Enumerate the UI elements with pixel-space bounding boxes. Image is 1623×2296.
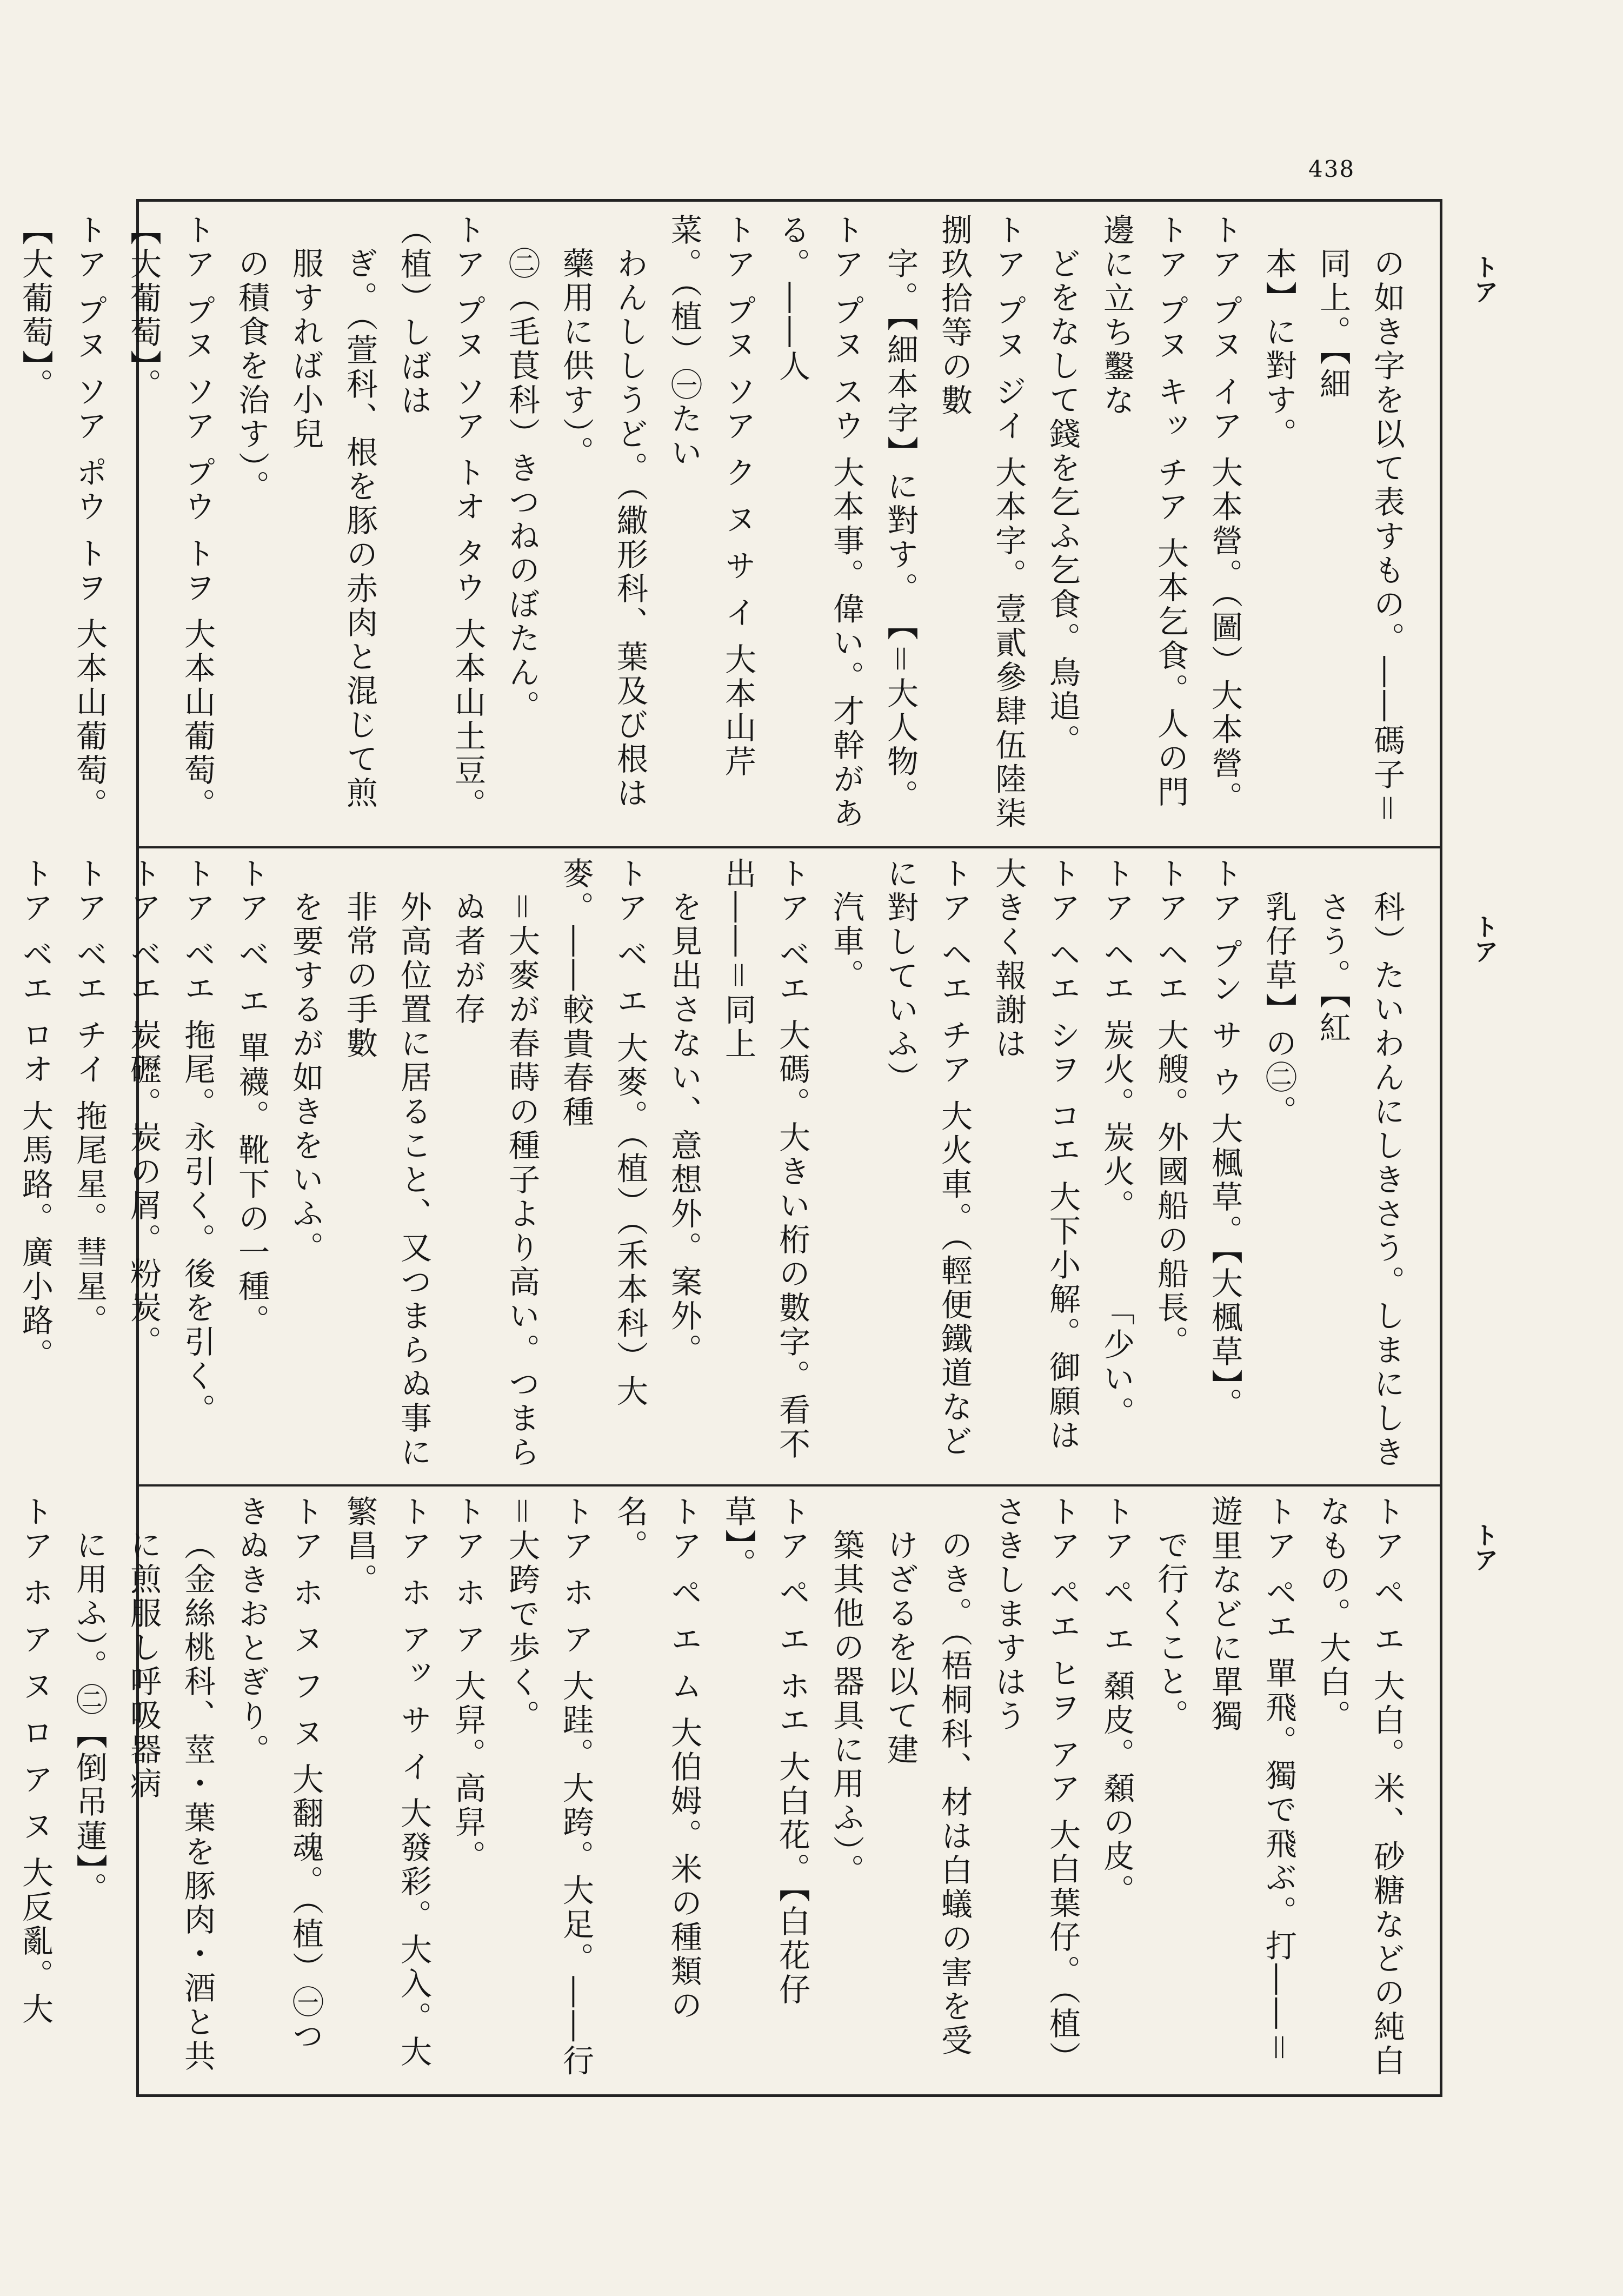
dictionary-line: トア ヘエ シヲ コエ 大下小解。御願は大きく報謝は bbox=[990, 857, 1081, 1453]
dictionary-line: トア ホ ア ヌ ロ ア ヌ 大反亂。大 bbox=[17, 1495, 54, 2027]
dictionary-line: の如き字を以て表すもの。――碼子＝同上。【細 bbox=[1314, 247, 1405, 827]
dictionary-line: に用ふ）。㊁【倒吊蓮】。 bbox=[71, 1529, 108, 1906]
dictionary-line: トア プヌ ソア トオ タウ 大本山土豆。（植）しばは bbox=[395, 214, 486, 822]
dictionary-line: トア ベ エ 大麥。（植）（禾本科）大麥。――較貴春種 bbox=[557, 857, 648, 1409]
entry-band-top bbox=[17, 214, 1414, 835]
dictionary-line: どをなして錢を乞ふ乞食。鳥追。 bbox=[1044, 247, 1081, 758]
dictionary-line: ㊁（毛茛科）きつねのぼたん。 bbox=[503, 247, 540, 724]
dictionary-line: トア ホ ヌ フ ヌ 大翻魂。（植）㊀つきぬきおとぎり。 bbox=[233, 1495, 324, 2054]
dictionary-line: のき。（梧桐科、材は白蟻の害を受けざるを以て建 bbox=[882, 1529, 973, 2058]
dictionary-line: トア ホ ア 大跬。大跨。大足。――行＝大跨で歩く。 bbox=[503, 1495, 594, 2079]
dictionary-line: トア ベエ 大碼。大きい桁の數字。看不出――＝同上 bbox=[720, 857, 810, 1462]
running-head-kana-top: トア bbox=[1470, 254, 1499, 304]
dictionary-line: トア ホ ア 大舁。高舁。 bbox=[449, 1495, 486, 1874]
dictionary-line: トア プヌ ジイ 大本字。壹貳參肆伍陸柒捌玖拾等の數 bbox=[936, 214, 1027, 831]
dictionary-line: トア プヌ ソア ク ヌ サ イ 大本山芹菜。（植）㊀たい bbox=[666, 214, 756, 780]
dictionary-line: わんししうど。（繖形科、葉及び根は藥用に供す）。 bbox=[557, 247, 648, 811]
dictionary-line: を要するが如きをいふ。 bbox=[287, 891, 324, 1265]
dictionary-line: 外高位置に居ること、又つまらぬ事に非常の手數 bbox=[341, 891, 432, 1470]
page-number: 438 bbox=[1308, 156, 1355, 182]
dictionary-line: 築其他の器具に用ふ）。 bbox=[828, 1529, 864, 1888]
dictionary-line: トア ベエ 炭礰。炭の屑。粉炭。 bbox=[125, 857, 162, 1359]
dictionary-line: の積食を治す）。 bbox=[233, 247, 270, 504]
dictionary-line: トア ヘエ 炭火。炭火。 「少い。 bbox=[1098, 857, 1135, 1430]
dictionary-line: トア ベエ ロオ 大馬路。廣小路。 bbox=[17, 857, 54, 1372]
dictionary-line: トア ヘエ 大艘。外國船の船長。 bbox=[1152, 857, 1189, 1359]
dictionary-line: トア ホ アッ サ イ 大發彩。大入。大繁昌。 bbox=[341, 1495, 432, 2070]
dictionary-line: トア ベ エ 單襪。靴下の一種。 bbox=[233, 857, 270, 1338]
dictionary-line bbox=[0, 214, 8, 835]
dictionary-line bbox=[0, 857, 8, 1474]
running-head-kana-bottom: トア bbox=[1470, 1522, 1499, 1572]
dictionary-line: 汽車。 bbox=[828, 891, 864, 993]
dictionary-line: トア ペ エ 大白。米、砂糖などの純白なもの。大白。 bbox=[1314, 1495, 1405, 2079]
dictionary-line: 字。【細本字】に對す。 【＝大人物。 bbox=[882, 247, 919, 814]
dictionary-line: ＝大麥が春蒔の種子より高い。つまらぬ者が存 bbox=[449, 891, 540, 1470]
dictionary-line: トア ペ エ ム 大伯姆。米の種類の名。 bbox=[611, 1495, 702, 2023]
band-divider-lower bbox=[136, 1484, 1442, 1487]
dictionary-line: トア プヌ ソア プウ トヲ 大本山葡萄。【大葡萄】。 bbox=[125, 214, 216, 822]
dictionary-line: トア プヌ イア 大本營。（圖）大本營。 bbox=[1206, 214, 1243, 815]
dictionary-line: トア ペ エ 顙皮。顙の皮。 bbox=[1098, 1495, 1135, 1908]
dictionary-line: トア プヌ スウ 大本事。偉い。才幹がある。――人 bbox=[774, 214, 864, 831]
dictionary-line: で行くこと。 bbox=[1152, 1529, 1189, 1733]
dictionary-line: トア プン サ ウ 大楓草。【大楓草】。 bbox=[1206, 857, 1243, 1422]
running-head-kana-middle: トア bbox=[1470, 914, 1499, 964]
dictionary-line: （金絲桃科、莖・葉を豚肉・酒と共に煎服し呼吸器病 bbox=[125, 1529, 216, 2074]
dictionary-line: 科）たいわんにしきさう。しまにしきさう。【紅 bbox=[1314, 891, 1405, 1470]
dictionary-line: トア ペエ 單飛。獨で飛ぶ。打――＝遊里などに單獨 bbox=[1206, 1495, 1297, 2066]
dictionary-line: トア プヌ キッ チア 大本乞食。人の門邊に立ち鑿な bbox=[1098, 214, 1189, 809]
entry-band-bottom bbox=[17, 1495, 1414, 2085]
dictionary-line: トア ヘエ チア 大火車。（輕便鐵道などに對していふ） bbox=[882, 857, 973, 1459]
dictionary-line: トア プヌ ソア ポウ トヲ 大本山葡萄。【大葡萄】。 bbox=[17, 214, 108, 822]
dictionary-line: を見出さない、意想外。案外。 bbox=[666, 891, 702, 1368]
dictionary-line: 本】に對す。 bbox=[1260, 247, 1297, 452]
entry-band-middle bbox=[17, 857, 1414, 1474]
dictionary-line: 乳仔草】の㊁。 bbox=[1260, 891, 1297, 1129]
dictionary-line: トア ペ エ ホエ 大白花。【白花仔草】。 bbox=[720, 1495, 810, 2007]
band-divider-upper bbox=[136, 846, 1442, 848]
dictionary-line: トア ペエ ヒヲ アア 大白葉仔。（植）さきしますはう bbox=[990, 1495, 1081, 2075]
dictionary-line: トア ベエ チイ 拖尾星。彗星。 bbox=[71, 857, 108, 1338]
dictionary-line: トア ベエ 拖尾。永引く。後を引く。 bbox=[179, 857, 216, 1428]
dictionary-line: ぎ。（萱科、根を豚の赤肉と混じて煎服すれば小兒 bbox=[287, 247, 378, 811]
